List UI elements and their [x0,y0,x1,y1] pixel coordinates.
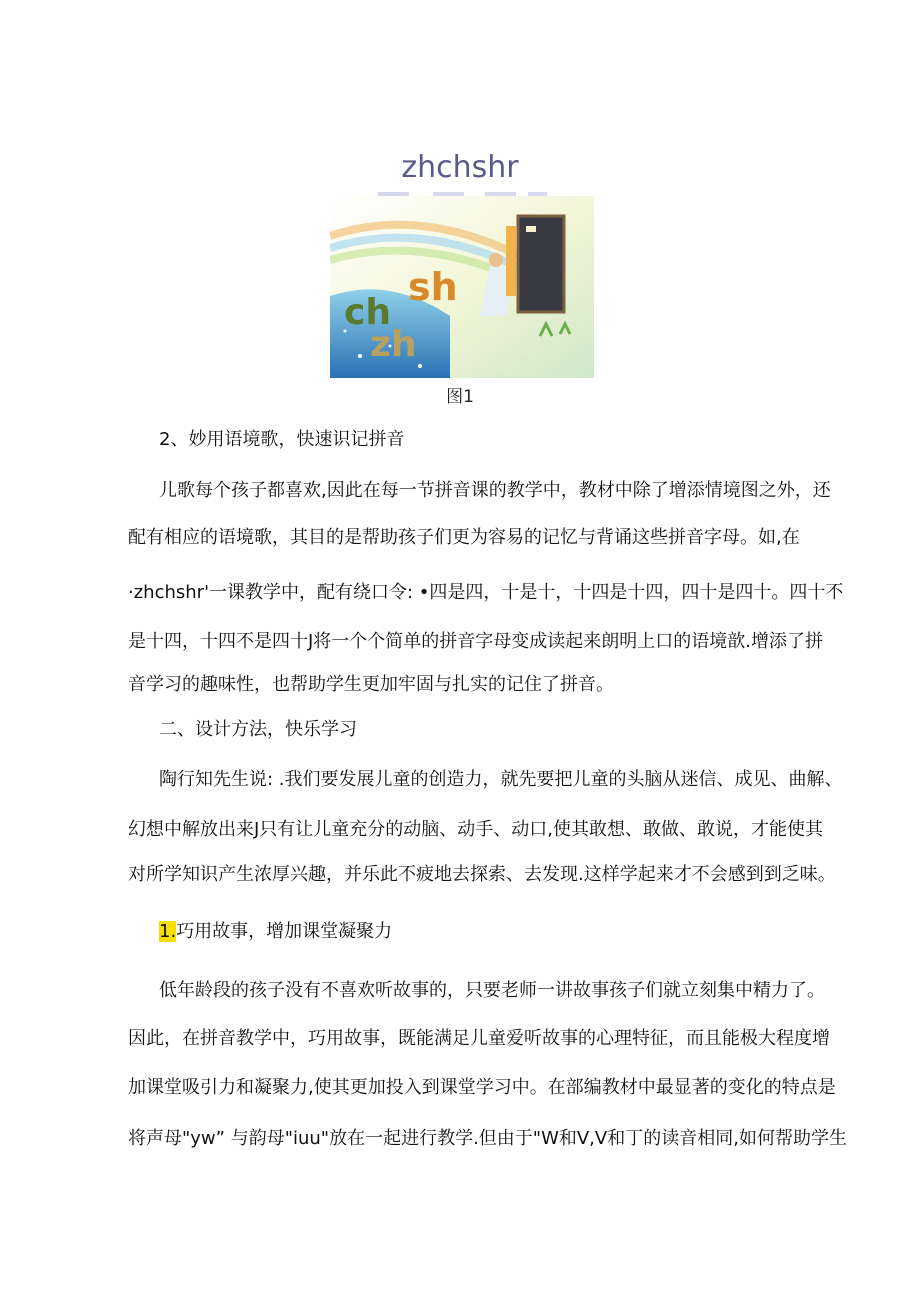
heading-text: 巧用故事，增加课堂凝聚力 [176,921,393,942]
paragraph-line: ·zhchshr'一课教学中，配有绕口令: •四是四，十是十，十四是十四，四十是四十。四十不 [128,582,844,603]
illustration-image [330,196,594,378]
section-heading-two: 二、设计方法，快乐学习 [159,719,357,740]
paragraph-line: 配有相应的语境歌，其目的是帮助孩子们更为容易的记忆与背诵这些拼音字母。如,在 [128,527,800,548]
paragraph-line: 对所学知识产生浓厚兴趣，并乐此不疲地去探索、去发现.这样学起来才不会感到到乏味。 [128,864,836,885]
paragraph-line: 幻想中解放出来J只有让儿童充分的动脑、动手、动口,使其敢想、敢做、敢说，才能使其 [128,819,824,840]
paragraph-line: 音学习的趣味性，也帮助学生更加牢固与扎实的记住了拼音。 [128,674,614,695]
svg-text:zh: zh [370,324,417,365]
section-heading-2: 2、妙用语境歌，快速识记拼音 [159,429,405,450]
paragraph-line: 加课堂吸引力和凝聚力,使其更加投入到课堂学习中。在部编教材中最显著的变化的特点是 [128,1077,836,1098]
paragraph-line: 儿歌每个孩子都喜欢,因此在每一节拼音课的教学中，教材中除了增添情境图之外，还 [159,480,831,501]
numbered-heading [159,920,392,944]
paragraph-line: 是十四，十四不是四十J将一个个简单的拼音字母变成读起来朗明上口的语境歆.增添了拼 [128,631,824,652]
paragraph-line: 将声母"yw” 与韵母"iuu"放在一起进行教学.但由于"W和V,V和丁的读音相同,如何帮助学生 [128,1128,847,1149]
svg-text:ch: ch [344,292,391,333]
paragraph-line: 因此，在拼音教学中，巧用故事，既能满足儿童爱听故事的心理特征，而且能极大程度增 [128,1028,830,1049]
figure-title: zhchshr [401,150,519,185]
paragraph-line: 陶行知先生说: .我们要发展儿童的创造力，就先要把儿童的头脑从迷信、成见、曲解、 [159,769,843,790]
paragraph-line: 低年龄段的孩子没有不喜欢听故事的，只要老师一讲故事孩子们就立刻集中精力了。 [159,980,825,1001]
svg-text:sh: sh [408,265,458,309]
figure-caption: 图1 [446,387,474,407]
heading-number: 1. [159,921,177,942]
